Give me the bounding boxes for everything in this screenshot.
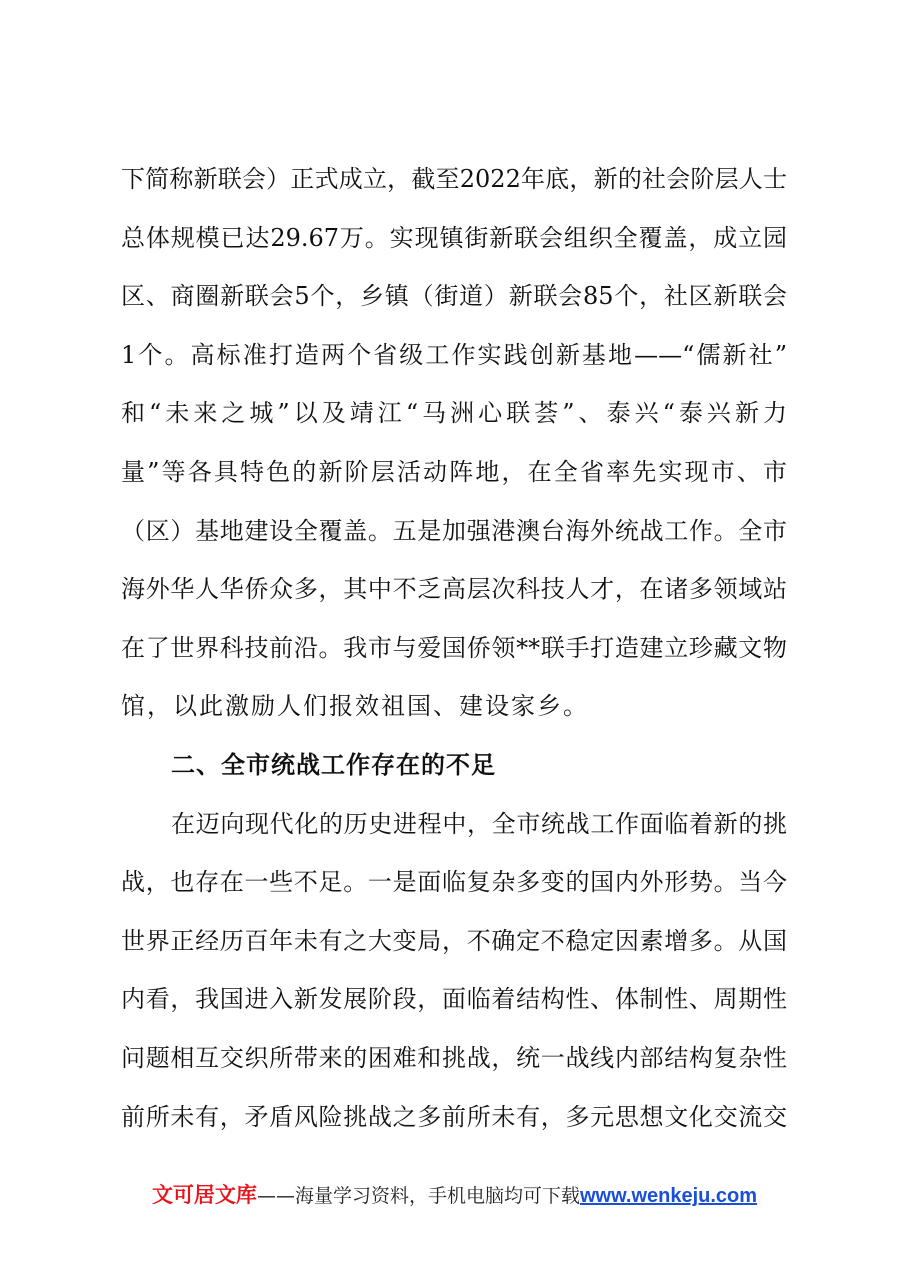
document-body bbox=[121, 150, 787, 1146]
paragraph-2 bbox=[121, 795, 787, 1147]
text-line: 1个。高标准打造两个省级工作实践创新基地——“儒新社” bbox=[121, 340, 787, 369]
text-line: 和“未来之城”以及靖江“马洲心联荟”、泰兴“泰兴新力 bbox=[121, 399, 787, 428]
text-line: 在迈向现代化的历史进程中，全市统战工作面临着新的挑 bbox=[171, 809, 787, 838]
website-link[interactable]: www.wenkeju.com bbox=[579, 1185, 758, 1207]
text-line: 量”等各具特色的新阶层活动阵地，在全省率先实现市、市 bbox=[121, 457, 787, 486]
text-line: 在了世界科技前沿。我市与爱国侨领**联手打造建立珍藏文物 bbox=[121, 633, 787, 662]
text-line: 馆，以此激励人们报效祖国、建设家乡。 bbox=[121, 692, 589, 721]
text-line: 内看，我国进入新发展阶段，面临着结构性、体制性、周期性 bbox=[121, 985, 787, 1014]
text-line: 海外华人华侨众多，其中不乏高层次科技人才，在诸多领域站 bbox=[121, 575, 787, 604]
text-line: （区）基地建设全覆盖。五是加强港澳台海外统战工作。全市 bbox=[121, 516, 787, 545]
text-line: 总体规模已达29.67万。实现镇街新联会组织全覆盖，成立园 bbox=[121, 223, 787, 252]
text-line: 区、商圈新联会5个，乡镇（街道）新联会85个，社区新联会 bbox=[121, 282, 787, 311]
text-line: 问题相互交织所带来的困难和挑战，统一战线内部结构复杂性 bbox=[121, 1043, 787, 1072]
section-heading: 二、全市统战工作存在的不足 bbox=[171, 750, 496, 779]
text-line: 战，也存在一些不足。一是面临复杂多变的国内外形势。当今 bbox=[121, 868, 787, 897]
text-line: 前所未有，矛盾风险挑战之多前所未有，多元思想文化交流交 bbox=[121, 1102, 787, 1131]
paragraph-1 bbox=[121, 150, 787, 736]
text-line: 世界正经历百年未有之大变局，不确定不稳定因素增多。从国 bbox=[121, 926, 787, 955]
brand-name: 文可居文库 bbox=[151, 1183, 257, 1207]
footer-banner bbox=[0, 1181, 909, 1210]
text-line: 下简称新联会）正式成立，截至2022年底，新的社会阶层人士 bbox=[121, 165, 787, 193]
footer-slogan: ——海量学习资料，手机电脑均可下载 bbox=[256, 1185, 580, 1207]
